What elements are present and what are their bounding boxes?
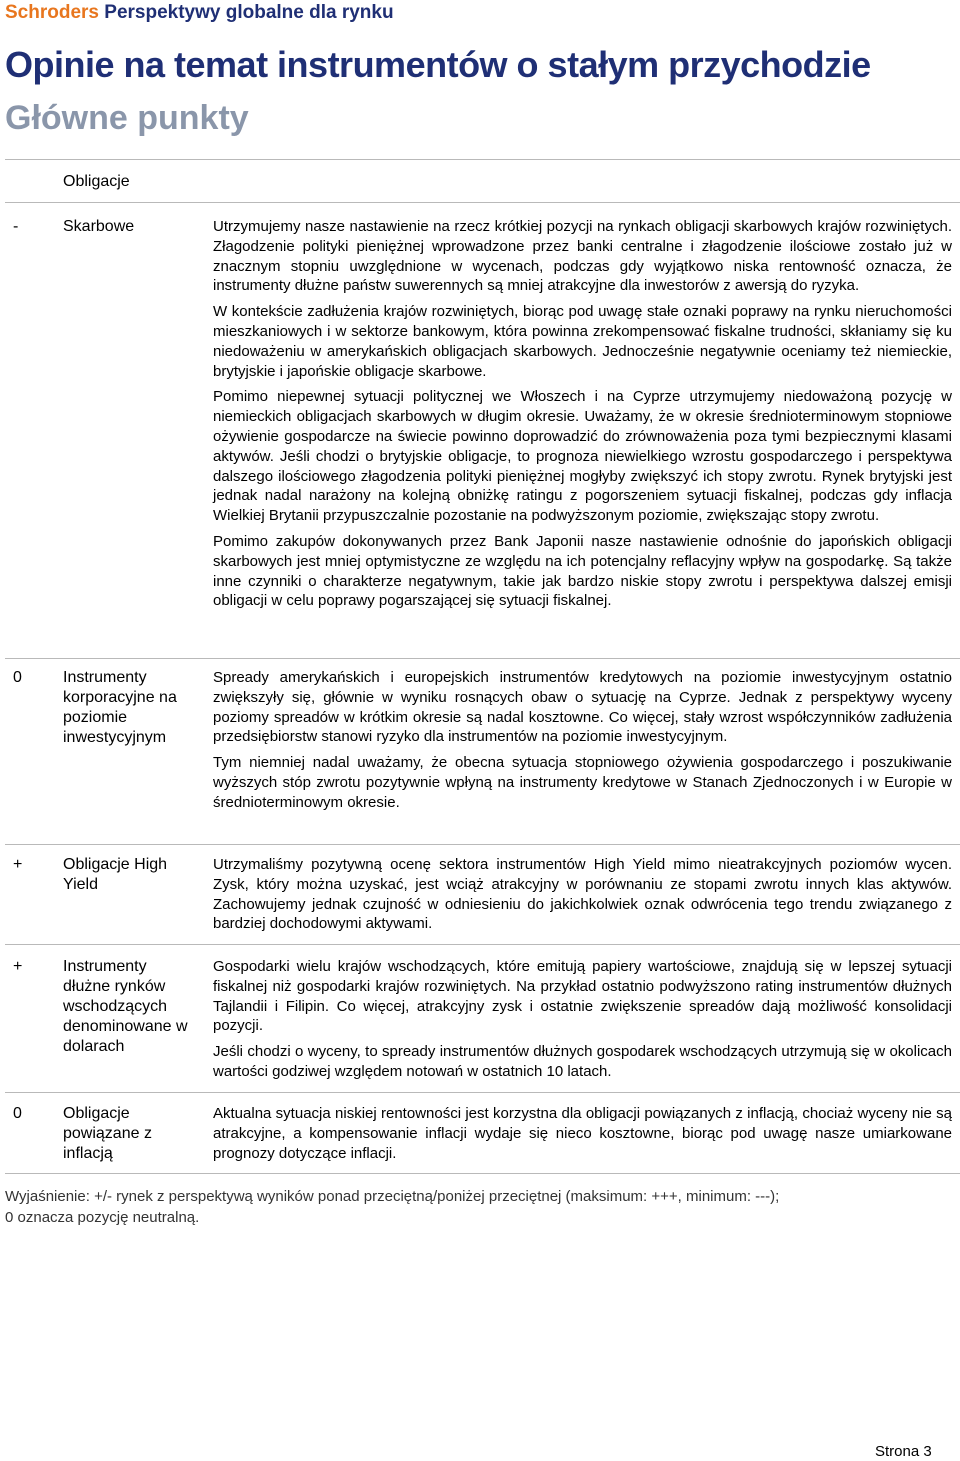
paragraph: Pomimo zakupów dokonywanych przez Bank Japonii nasze nastawienie odnośnie do japońskich obligacji skarbowych jest mniej optymistyczne ze względu na ich potencjalny reflacyjny wpływ na gospodarkę. Są także inne czynniki o charakterze negatywnym, takie jak bardzo niskie stopy zwrotu i perspektywa dalszej emisji obligacji w celu poprawy pogarszającej się sytuacji fiskalnej. (213, 532, 952, 610)
divider (5, 1092, 960, 1093)
paragraph: Gospodarki wielu krajów wschodzących, które emitują papiery wartościowe, znajdują się w lepszej sytuacji fiskalnej niż gospodarki krajów rozwiniętych. Na przykład ostatnio podwyższono rating instrumentów dłużnych Tajlandii i Filipin. Co więcej, atrakcyjny zysk i ostatnie zwiększenie spreadów dają możliwość konsolidacji pozycji. (213, 958, 952, 1035)
paragraph: Utrzymujemy nasze nastawienie na rzecz krótkiej pozycji na rynkach obligacji skarbowych krajów rozwiniętych. Złagodzenie polityki pieniężnej wprowadzone przez banki centralne i złagodzenie ilościowe zostało już w znacznym stopniu uwzględnione w wycenach, podczas gdy wyjątkowo niska rentowność oznacza, że instrumenty dłużne państw suwerennych są mniej atrakcyjne dla inwestorów z awersją do ryzyka. (213, 218, 952, 295)
row-commentary (213, 668, 952, 819)
rating-sign: + (13, 958, 23, 975)
rating-sign: + (13, 856, 23, 873)
paragraph: W kontekście zadłużenia krajów rozwiniętych, biorąc pod uwagę stałe oznaki poprawy na rynku nieruchomości mieszkaniowych i w sektorze bankowym, która powinna zrekompensować fiskalne trudności, skłaniamy się ku niedoważeniu w amerykańskich obligacjach skarbowych. Jednocześnie negatywnie oceniamy też niemieckie, brytyjskie i japońskie obligacje skarbowe. (213, 303, 952, 380)
page-number: Strona 3 (875, 1443, 932, 1460)
divider (5, 944, 960, 945)
page-title: Opinie na temat instrumentów o stałym przychodzie (5, 44, 871, 85)
series-name: Perspektywy globalne dla rynku (104, 2, 394, 23)
legend-note-line: Wyjaśnienie: +/- rynek z perspektywą wyników ponad przeciętną/poniżej przeciętnej (maksimum: +++, minimum: ---); (5, 1188, 780, 1205)
report-header (5, 2, 394, 24)
divider (5, 1173, 960, 1174)
paragraph: Utrzymaliśmy pozytywną ocenę sektora instrumentów High Yield mimo nieatrakcyjnych poziomów wycen. Zysk, który można uzyskać, jest wciąż atrakcyjny w porównaniu ze stopami zwrotu innych klas aktywów. Zachowujemy jednak czujność w odniesieniu do jakichkolwiek oznak odwrócenia tego trendu związanego z bardziej dochodowymi aktywami. (213, 856, 952, 933)
divider (5, 159, 960, 160)
brand-name: Schroders (5, 2, 99, 23)
rating-sign: 0 (13, 669, 22, 686)
paragraph: Jeśli chodzi o wyceny, to spready instrumentów dłużnych gospodarek wschodzących utrzymują się w okolicach wartości godziwej względem notowań w ostatnich 10 latach. (213, 1043, 952, 1080)
row-label: Instrumenty korporacyjne na poziomie inwestycyjnym (63, 669, 177, 746)
divider (5, 202, 960, 203)
row-label: Obligacje powiązane z inflacją (63, 1105, 152, 1162)
paragraph: Aktualna sytuacja niskiej rentowności jest korzystna dla obligacji powiązanych z inflacją, chociaż wyceny nie są atrakcyjne, a kompensowanie inflacji wydaje się nieco kosztowne, biorąc pod uwagę nasze umiarkowane prognozy dotyczące inflacji. (213, 1105, 952, 1162)
row-commentary (213, 957, 952, 1088)
rating-sign: 0 (13, 1105, 22, 1122)
divider (5, 844, 960, 845)
legend-note (5, 1186, 779, 1228)
row-commentary (213, 1104, 952, 1169)
divider (5, 658, 960, 659)
row-label: Instrumenty dłużne rynków wschodzących denominowane w dolarach (63, 958, 188, 1055)
row-commentary (213, 217, 952, 617)
row-commentary (213, 855, 952, 940)
paragraph: Pomimo niepewnej sytuacji politycznej we Włoszech i na Cyprze utrzymujemy niedoważoną pozycję w niemieckich obligacjach skarbowych w długim okresie. Uważamy, że w okresie średnioterminowym stopniowe ożywienie gospodarcze na świecie powinno doprowadzić do zrównoważenia poza tymi bezpiecznymi klasami aktywów. Jeśli chodzi o brytyjskie obligacje, to prognoza niewielkiego wzrostu gospodarczego i perspektywa dalszego ilościowego złagodzenia polityki pieniężnej mogłyby zwiększyć ich stopy zwrotu. Rynek brytyjski jest jednak nadal narażony na kolejną obniżkę ratingu z pogorszeniem sytuacji fiskalnej, podczas gdy inflacja Wielkiej Brytanii przypuszczalnie pozostanie na podwyższonym poziomie, zwiększając stopy zwrotu. (213, 388, 952, 525)
row-label: Obligacje High Yield (63, 856, 168, 893)
row-label: Skarbowe (63, 218, 135, 235)
section-label: Obligacje (63, 173, 130, 190)
legend-note-line: 0 oznacza pozycję neutralną. (5, 1209, 200, 1226)
paragraph: Tym niemniej nadal uważamy, że obecna sytuacja stopniowego ożywienia gospodarczego i poszukiwanie wyższych stóp zwrotu pozytywnie wpłyną na instrumenty kredytowe w Stanach Zjednoczonych i w Europie w średnioterminowym okresie. (213, 754, 952, 811)
page-subtitle: Główne punkty (5, 99, 249, 137)
rating-sign: - (13, 218, 19, 235)
paragraph: Spready amerykańskich i europejskich instrumentów kredytowych na poziomie inwestycyjnym ostatnio zwiększyły się, głównie w wyniku rosnących obaw o sytuację na Cyprze. Jednak z perspektywy wyceny poziomy spreadów w krótkim okresie są nadal kosztowne. Co więcej, stały wzrost współczynników zadłużenia przedsiębiorstw stanowi ryzyko dla instrumentów na poziomie inwestycyjnym. (213, 669, 952, 746)
